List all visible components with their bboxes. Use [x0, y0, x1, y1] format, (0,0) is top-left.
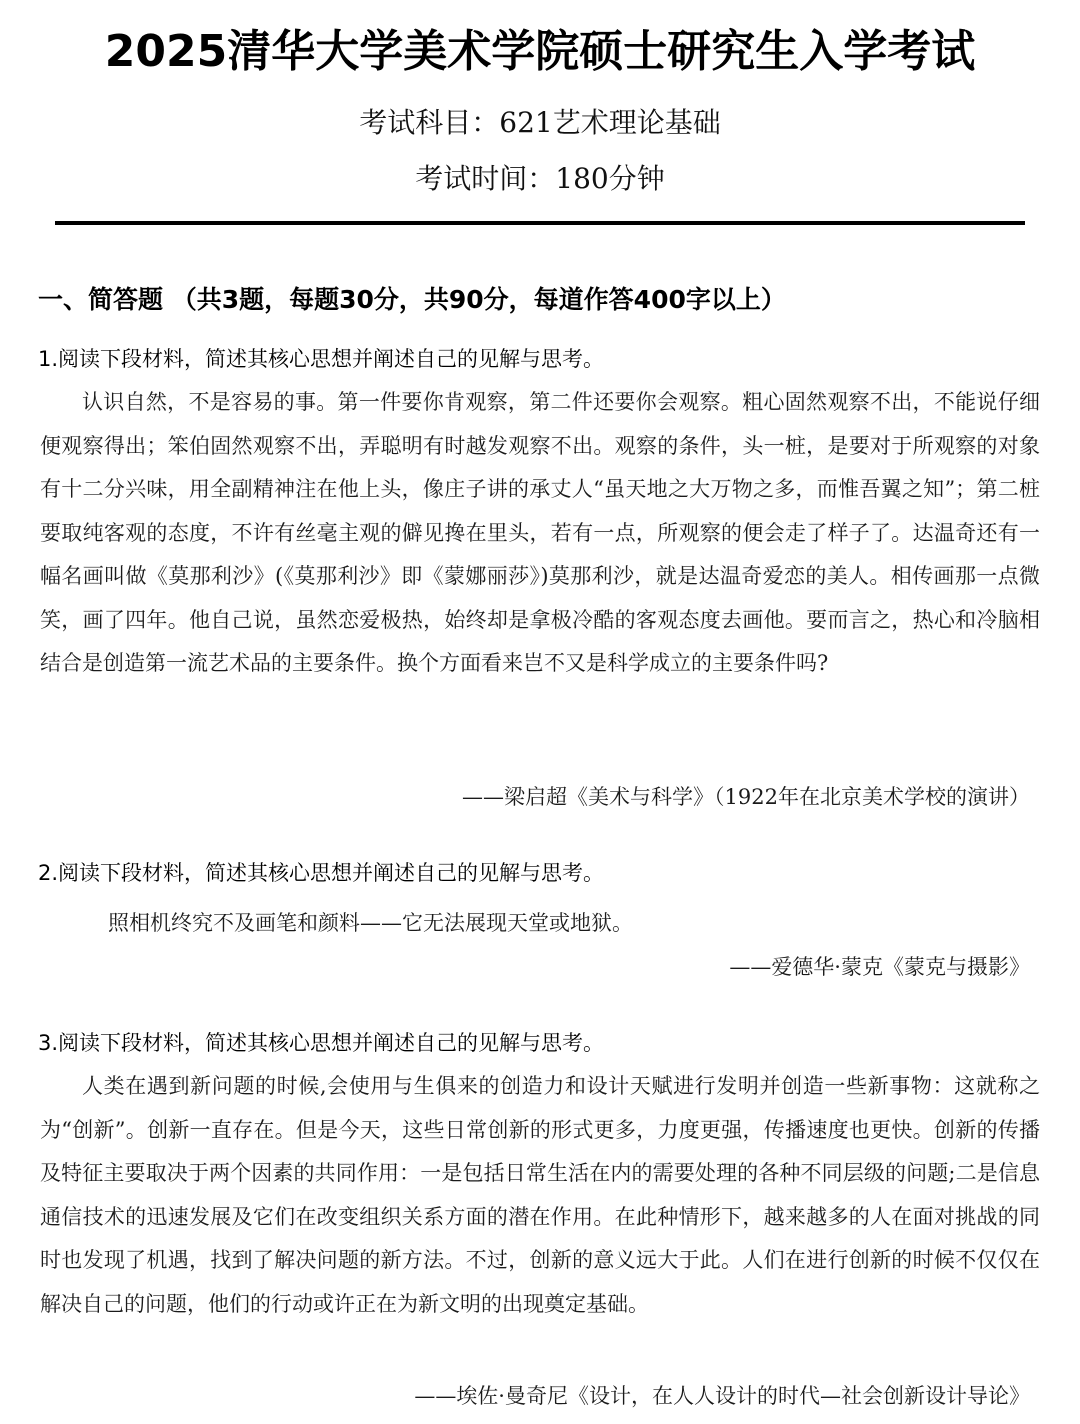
exam-subject: 考试科目：621艺术理论基础	[359, 106, 721, 139]
question-3-passage: 人类在遇到新问题的时候,会使用与生俱来的创造力和设计天赋进行发明并创造一些新事物：这就称之为“创新”。创新一直存在。但是今天，这些日常创新的形式更多，力度更强，传播速度也更快。创新的传播及特征主要取决于两个因素的共同作用：一是包括日常生活在内的需要处理的各种不同层级的问题;二是信息通信技术的迅速发展及它们在改变组织关系方面的潜在作用。在此种情形下，越来越多的人在面对挑战的同时也发现了机遇，找到了解决问题的新方法。不过，创新的意义远大于此。人们在进行创新的时候不仅仅在解决自己的问题，他们的行动或许正在为新文明的出现奠定基础。	[40, 1074, 1040, 1316]
question-1-passage: 认识自然，不是容易的事。第一件要你肯观察，第二件还要你会观察。粗心固然观察不出，不能说仔细便观察得出；笨伯固然观察不出，弄聪明有时越发观察不出。观察的条件，头一桩，是要对于所观察的对象有十二分兴味，用全副精神注在他上头，像庄子讲的承丈人“虽天地之大万物之多，而惟吾翼之知”；第二桩要取纯客观的态度，不许有丝毫主观的僻见搀在里头，若有一点，所观察的便会走了样子了。达温奇还有一幅名画叫做《莫那利沙》(《莫那利沙》即《蒙娜丽莎》)莫那利沙，就是达温奇爱恋的美人。相传画那一点微笑，画了四年。他自己说，虽然恋爱极热，始终却是拿极冷酷的客观态度去画他。要而言之，热心和冷脑相结合是创造第一流艺术品的主要条件。换个方面看来岂不又是科学成立的主要条件吗?	[40, 390, 1040, 675]
header-divider	[55, 221, 1025, 225]
question-3-attribution: ——埃佐·曼奇尼《设计，在人人设计的时代—社会创新设计导论》	[414, 1384, 1030, 1408]
question-2-passage: 照相机终究不及画笔和颜料——它无法展现天堂或地狱。	[108, 911, 633, 935]
exam-duration: 考试时间：180分钟	[415, 162, 665, 195]
question-1-prompt: 1.阅读下段材料，简述其核心思想并阐述自己的见解与思考。	[38, 347, 605, 371]
question-2-prompt: 2.阅读下段材料，简述其核心思想并阐述自己的见解与思考。	[38, 861, 605, 885]
question-3-prompt: 3.阅读下段材料，简述其核心思想并阐述自己的见解与思考。	[38, 1031, 605, 1055]
question-2-attribution: ——爱德华·蒙克《蒙克与摄影》	[729, 955, 1030, 979]
question-1-attribution: ——梁启超《美术与科学》（1922年在北京美术学校的演讲）	[462, 785, 1030, 809]
section-heading: 一、简答题 （共3题，每题30分，共90分，每道作答400字以上）	[38, 285, 786, 314]
exam-title: 2025清华大学美术学院硕士研究生入学考试	[104, 26, 976, 77]
